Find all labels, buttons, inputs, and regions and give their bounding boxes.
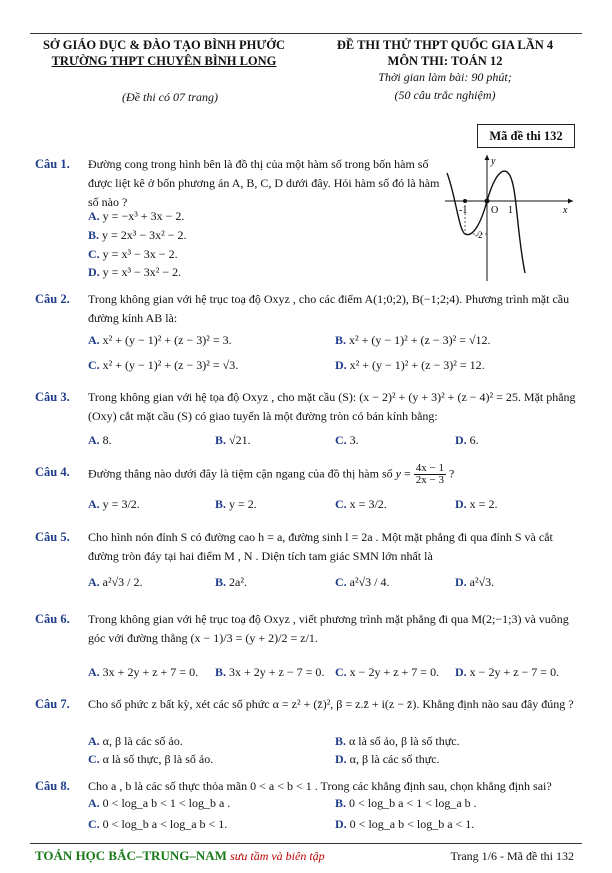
question-text: Trong không gian với hệ tọa độ Oxyz , cho mặt cầu (S): (x − 2)² + (y + 3)² + (z − 4)² = 25. Mặt phẳng (Oxy) cắt mặt cầu (S) có giao tuyến là một đường tròn có bán kính bằng: — [88, 390, 576, 423]
curve — [447, 171, 525, 273]
option-d: D. 6. — [455, 433, 479, 447]
option-d: D. 0 < log_a b < log_b a < 1. — [335, 817, 475, 831]
option-c: C. a²√3 / 4. — [335, 575, 390, 589]
option-a: A. y = 3/2. — [88, 497, 140, 511]
question-text: Trong không gian với hệ trục toạ độ Oxyz , viết phương trình mặt phẳng đi qua M(2;−1;3) và vuông góc với đường thẳng (x − 1)/3 = (y + 2)/2 = z/1. — [88, 612, 569, 645]
question-text: Đường thẳng nào dưới đây là tiệm cận ngang của đồ thị hàm số y = $\frac{4x - 1}{2x - 3}$ ? — [88, 462, 455, 486]
option-a: A. y = −x³ + 3x − 2. — [88, 209, 185, 223]
question-text: Trong không gian với hệ trục toạ độ Oxyz , cho các điểm A(1;0;2), B(−1;2;4). Phương trình mặt cầu đường kính AB là: — [88, 292, 570, 325]
question-text: Cho hình nón đỉnh S có đường cao h = a, đường sinh l = 2a . Một mặt phẳng đi qua đỉnh S và cắt đường tròn đáy tại hai điểm M , N . Diện tích tam giác SMN lớn nhất là — [88, 530, 553, 563]
function-graph — [445, 153, 575, 283]
option-d: D. a²√3. — [455, 575, 495, 589]
option-b: B. y = 2x³ − 3x² − 2. — [88, 228, 187, 242]
option-a: A. 8. — [88, 433, 112, 447]
option-d: D. x = 2. — [455, 497, 498, 511]
tick-label-neg2: -2 — [475, 230, 483, 240]
origin-point — [485, 199, 490, 204]
option-a: A. a²√3 / 2. — [88, 575, 143, 589]
option-b: B. y = 2. — [215, 497, 257, 511]
option-c: C. x − 2y + z + 7 = 0. — [335, 665, 440, 679]
option-c: C. x = 3/2. — [335, 497, 387, 511]
fraction: $\frac{4x - 1}{2x - 3}$ — [415, 462, 444, 486]
question-label: Câu 7. — [35, 697, 70, 711]
page-count-note: (Đề thi có 07 trang) — [122, 90, 218, 104]
duration: Thời gian làm bài: 90 phút; — [378, 70, 512, 84]
option-c: C. y = x³ − 3x − 2. — [88, 247, 178, 261]
dept-name: SỞ GIÁO DỤC & ĐÀO TẠO BÌNH PHƯỚC — [42, 38, 286, 52]
option-b: B. 2a². — [215, 575, 247, 589]
option-c: C. 0 < log_b a < log_a b < 1. — [88, 817, 228, 831]
question-text: Cho a , b là các số thực thỏa mãn 0 < a < b < 1 . Trong các khẳng định sau, chọn khẳng định sai? — [88, 779, 552, 793]
option-d: D. α, β là các số thực. — [335, 752, 440, 766]
question-text: Đường cong trong hình bên là đồ thị của một hàm số trong bốn hàm số được liệt kê ở bốn phương án A, B, C, D dưới đây. Hỏi hàm số đó là hàm số nào ? — [88, 157, 440, 209]
question-label: Câu 4. — [35, 465, 70, 479]
origin-label: O — [491, 205, 499, 216]
question-label: Câu 1. — [35, 157, 70, 171]
option-b: B. 0 < log_b a < 1 < log_a b . — [335, 796, 477, 810]
option-b: B. α là số ảo, β là số thực. — [335, 734, 460, 748]
option-a: A. 3x + 2y + z + 7 = 0. — [88, 665, 199, 679]
question-label: Câu 6. — [35, 612, 70, 626]
option-a: A. 0 < log_a b < 1 < log_b a . — [88, 796, 231, 810]
exam-code-box: Mã đề thi 132 — [477, 124, 575, 148]
question-count: (50 câu trắc nghiệm) — [394, 88, 496, 102]
tick-label-neg1: -1 — [459, 205, 468, 216]
option-d: D. x − 2y + z − 7 = 0. — [455, 665, 560, 679]
question-label: Câu 2. — [35, 292, 70, 306]
option-a: A. x² + (y − 1)² + (z − 3)² = 3. — [88, 333, 232, 347]
question-text: Cho số phức z bất kỳ, xét các số phức α = z² + (z̄)², β = z.z̄ + i(z − z̄). Khẳng định nào sau đây đúng ? — [88, 697, 574, 711]
option-c: C. α là số thực, β là số ảo. — [88, 752, 214, 766]
option-d: D. x² + (y − 1)² + (z − 3)² = 12. — [335, 358, 485, 372]
option-a: A. α, β là các số ảo. — [88, 734, 183, 748]
option-c: C. x² + (y − 1)² + (z − 3)² = √3. — [88, 358, 239, 372]
footer-page-number: Trang 1/6 - Mã đề thi 132 — [450, 849, 574, 863]
bottom-rule — [30, 843, 582, 844]
y-axis-label: y — [491, 156, 496, 167]
point-neg1 — [463, 199, 467, 203]
question-label: Câu 5. — [35, 530, 70, 544]
option-b: B. x² + (y − 1)² + (z − 3)² = √12. — [335, 333, 491, 347]
x-axis-label: x — [563, 205, 568, 216]
exam-title: ĐỀ THI THỬ THPT QUỐC GIA LẦN 4 — [336, 38, 554, 52]
option-b: B. √21. — [215, 433, 251, 447]
tick-label-1: 1 — [508, 205, 513, 216]
top-rule — [30, 33, 582, 34]
footer-brand: TOÁN HỌC BẮC–TRUNG–NAM sưu tầm và biên tập — [35, 848, 325, 863]
x-axis-arrow — [568, 199, 573, 204]
option-d: D. y = x³ − 3x² − 2. — [88, 265, 182, 279]
question-label: Câu 8. — [35, 779, 70, 793]
school-name: TRƯỜNG THPT CHUYÊN BÌNH LONG — [51, 54, 277, 68]
option-c: C. 3. — [335, 433, 359, 447]
y-axis-arrow — [485, 155, 490, 160]
option-b: B. 3x + 2y + z − 7 = 0. — [215, 665, 325, 679]
subject: MÔN THI: TOÁN 12 — [387, 54, 503, 68]
question-label: Câu 3. — [35, 390, 70, 404]
